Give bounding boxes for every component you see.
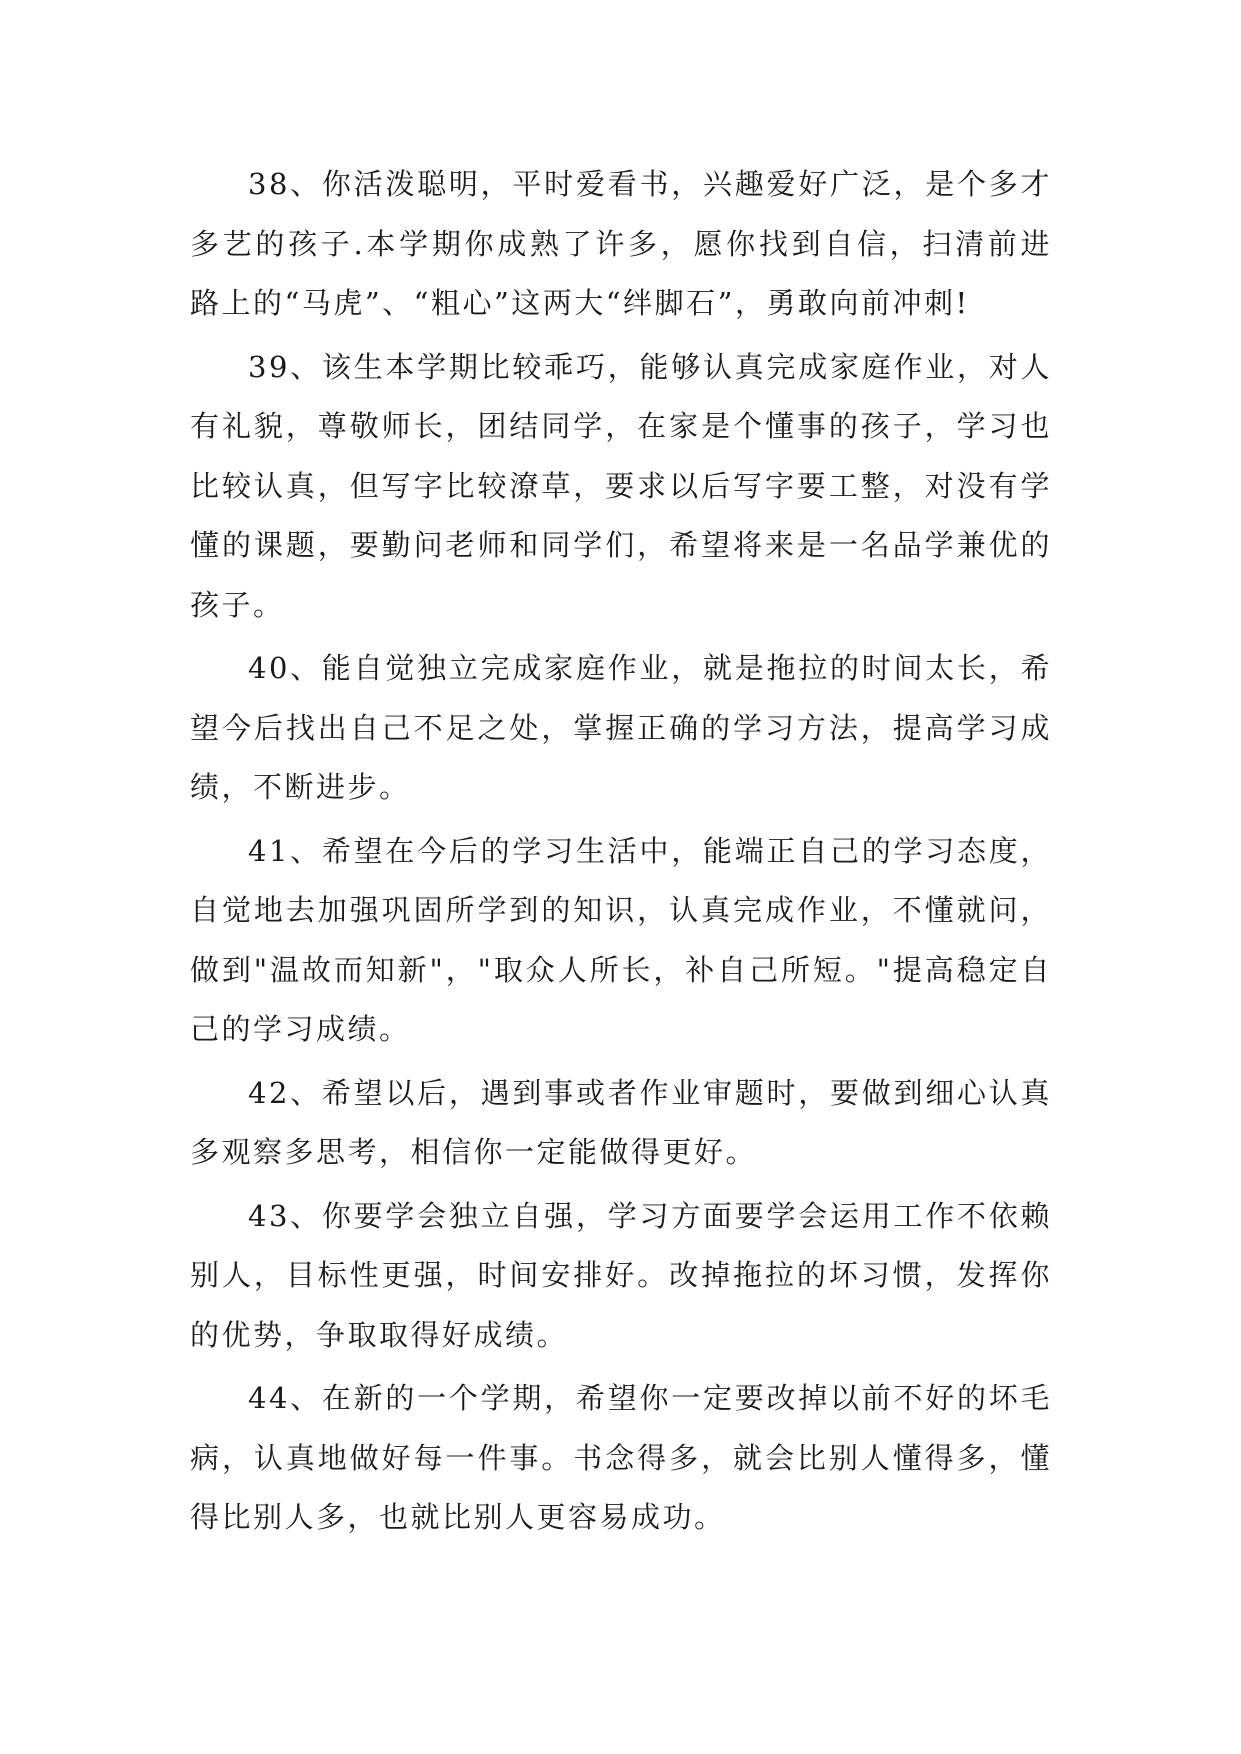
comment-paragraph-43: 43、你要学会独立自强，学习方面要学会运用工作不依赖别人，目标性更强，时间安排好。改掉拖拉的坏习惯，发挥你的优势，争取取得好成绩。	[190, 1198, 1052, 1352]
comment-paragraph-39: 39、该生本学期比较乖巧，能够认真完成家庭作业，对人有礼貌，尊敬师长，团结同学，在家是个懂事的孩子，学习也比较认真，但写字比较潦草，要求以后写字要工整，对没有学懂的课题，要勤问老师和同学们，希望将来是一名品学兼优的孩子。	[190, 349, 1052, 622]
comment-paragraph-38: 38、你活泼聪明，平时爱看书，兴趣爱好广泛，是个多才多艺的孩子.本学期你成熟了许多，愿你找到自信，扫清前进路上的“马虎”、“粗心”这两大“绊脚石”，勇敢向前冲刺!	[190, 167, 1052, 320]
comment-paragraph-42: 42、希望以后，遇到事或者作业审题时，要做到细心认真多观察多思考，相信你一定能做得更好。	[190, 1075, 1052, 1169]
document-body	[190, 155, 1052, 1552]
comment-paragraph-44: 44、在新的一个学期，希望你一定要改掉以前不好的坏毛病，认真地做好每一件事。书念得多，就会比别人懂得多，懂得比别人多，也就比别人更容易成功。	[190, 1381, 1052, 1534]
comment-paragraph-40: 40、能自觉独立完成家庭作业，就是拖拉的时间太长，希望今后找出自己不足之处，掌握正确的学习方法，提高学习成绩，不断进步。	[190, 651, 1052, 804]
comment-paragraph-41: 41、希望在今后的学习生活中，能端正自己的学习态度，自觉地去加强巩固所学到的知识，认真完成作业，不懂就问，做到"温故而知新"，"取众人所长，补自己所短。"提高稳定自己的学习成绩。	[190, 833, 1052, 1046]
